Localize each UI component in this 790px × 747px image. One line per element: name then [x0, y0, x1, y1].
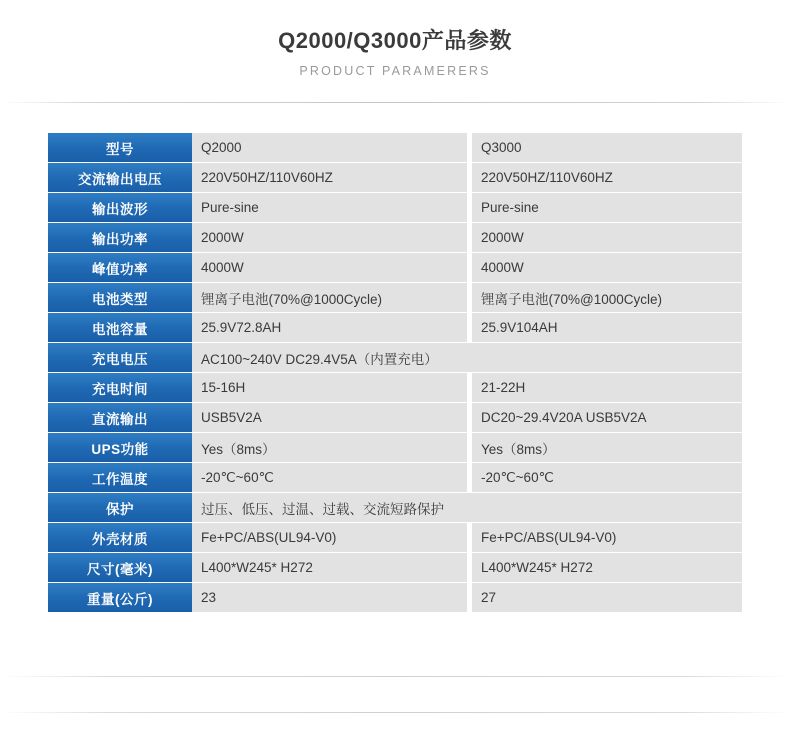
header-divider — [0, 96, 790, 110]
table-row — [48, 193, 742, 222]
row-value-q2000: 锂离子电池(70%@1000Cycle) — [192, 283, 467, 312]
table-row — [48, 463, 742, 492]
page-subtitle: PRODUCT PARAMERERS — [299, 64, 491, 78]
row-label: 直流输出 — [48, 403, 192, 432]
row-value-q2000: 15-16H — [192, 373, 467, 402]
row-value-q2000: -20℃~60℃ — [192, 463, 467, 492]
table-row — [48, 433, 742, 462]
row-label: 峰值功率 — [48, 253, 192, 282]
row-value-q2000: Q2000 — [192, 133, 467, 162]
table-row — [48, 493, 742, 522]
row-label: 输出功率 — [48, 223, 192, 252]
row-value-merged: 过压、低压、过温、过载、交流短路保护 — [192, 493, 742, 522]
row-value-q2000: Pure-sine — [192, 193, 467, 222]
spec-table-container — [0, 132, 790, 613]
page-title: Q2000/Q3000产品参数 — [278, 28, 512, 53]
row-value-q3000: -20℃~60℃ — [472, 463, 742, 492]
row-value-q3000: 锂离子电池(70%@1000Cycle) — [472, 283, 742, 312]
row-value-q2000: 220V50HZ/110V60HZ — [192, 163, 467, 192]
table-row — [48, 223, 742, 252]
table-row — [48, 283, 742, 312]
table-row — [48, 373, 742, 402]
row-value-q2000: 23 — [192, 583, 467, 612]
table-row — [48, 133, 742, 162]
row-label: 工作温度 — [48, 463, 192, 492]
row-value-q2000: 25.9V72.8AH — [192, 313, 467, 342]
row-label: 充电时间 — [48, 373, 192, 402]
row-label: 输出波形 — [48, 193, 192, 222]
table-row — [48, 343, 742, 372]
row-value-q3000: 27 — [472, 583, 742, 612]
row-label: 保护 — [48, 493, 192, 522]
row-value-q3000: Yes（8ms） — [472, 433, 742, 462]
row-label: UPS功能 — [48, 433, 192, 462]
table-row — [48, 553, 742, 582]
row-label: 尺寸(毫米) — [48, 553, 192, 582]
row-value-q3000: 4000W — [472, 253, 742, 282]
row-value-q3000: 2000W — [472, 223, 742, 252]
row-label: 型号 — [48, 133, 192, 162]
spec-table — [48, 132, 742, 613]
row-value-merged: AC100~240V DC29.4V5A（内置充电） — [192, 343, 742, 372]
row-value-q3000: 220V50HZ/110V60HZ — [472, 163, 742, 192]
row-value-q2000: 4000W — [192, 253, 467, 282]
table-row — [48, 583, 742, 612]
footer-divider-top — [0, 676, 790, 677]
table-row — [48, 523, 742, 552]
row-label: 电池类型 — [48, 283, 192, 312]
row-label: 电池容量 — [48, 313, 192, 342]
row-value-q2000: 2000W — [192, 223, 467, 252]
row-label: 交流输出电压 — [48, 163, 192, 192]
row-label: 重量(公斤) — [48, 583, 192, 612]
row-value-q3000: Pure-sine — [472, 193, 742, 222]
table-row — [48, 313, 742, 342]
row-value-q2000: USB5V2A — [192, 403, 467, 432]
table-row — [48, 163, 742, 192]
table-row — [48, 253, 742, 282]
row-value-q3000: Fe+PC/ABS(UL94-V0) — [472, 523, 742, 552]
table-row — [48, 403, 742, 432]
footer-divider-bottom — [0, 712, 790, 713]
row-value-q3000: 21-22H — [472, 373, 742, 402]
row-value-q3000: L400*W245* H272 — [472, 553, 742, 582]
row-label: 外壳材质 — [48, 523, 192, 552]
page-header — [0, 0, 790, 110]
row-value-q3000: Q3000 — [472, 133, 742, 162]
row-value-q2000: L400*W245* H272 — [192, 553, 467, 582]
row-label: 充电电压 — [48, 343, 192, 372]
row-value-q2000: Yes（8ms） — [192, 433, 467, 462]
row-value-q3000: DC20~29.4V20A USB5V2A — [472, 403, 742, 432]
row-value-q3000: 25.9V104AH — [472, 313, 742, 342]
row-value-q2000: Fe+PC/ABS(UL94-V0) — [192, 523, 467, 552]
spec-table-body — [48, 133, 742, 612]
